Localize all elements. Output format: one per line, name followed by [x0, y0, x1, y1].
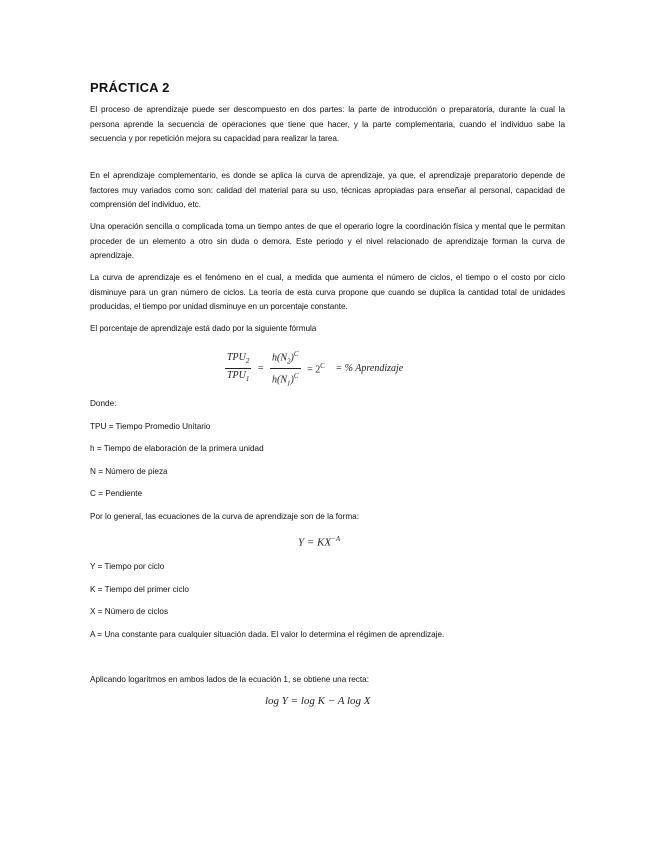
- paragraph-formula-intro: El porcentaje de aprendizaje está dado por la siguiente fórmula: [90, 324, 317, 333]
- definition-a: A = Una constante para cualquier situación dada. El valor lo determina el régimen de aprendizaje.: [90, 630, 445, 639]
- definition-h: h = Tiempo de elaboración de la primera unidad: [90, 444, 264, 453]
- paragraph-curva: La curva de aprendizaje es el fenómeno en el cual, a medida que aumenta el número de ciclos, el tiempo o el costo por ciclo disminuye para un gran número de ciclos. La teoría de esta curva propone que cuando se duplica la cantidad total de unidades producidas, el tiempo por unidad disminuye en un porcentaje constante.: [90, 273, 565, 311]
- page-title: PRÁCTICA 2: [90, 80, 170, 95]
- paragraph-operacion: Una operación sencilla o complicada toma un tiempo antes de que el operario logre la coordinación física y mental que le permitan proceder de un elemento a otro sin duda o demora. Este periodo y el nivel relacionado de aprendizaje forman la curva de aprendizaje.: [90, 222, 565, 260]
- paragraph-complementario: En el aprendizaje complementario, es donde se aplica la curva de aprendizaje, ya que, el aprendizaje preparatorio depende de factores muy variados como son: calidad del material para su uso, técnicas apropiadas para enseñar al personal, capacidad de comprensión del individuo, etc.: [90, 171, 565, 209]
- paragraph-intro: El proceso de aprendizaje puede ser descompuesto en dos partes: la parte de introducción o preparatoria, durante la cual la persona aprende la secuencia de operaciones que tiene que hacer, y la parte complementaria, cuando el individuo sabe la secuencia y por repetición mejora su capacidad para realizar la tarea.: [90, 105, 565, 143]
- paragraph-forma-general: Por lo general, las ecuaciones de la curva de aprendizaje son de la forma:: [90, 512, 359, 521]
- log-equation: log Y = log K − A log X: [265, 695, 371, 707]
- learning-percentage-formula: $\frac{TPU_2}{TPU_1}$ = $\frac{h(N_2)^C}{h(N_1)^C}$ = $2^C$ = % Aprendizaje: [225, 347, 407, 391]
- paragraph-logaritmos: Aplicando logaritmos en ambos lados de la ecuación 1, se obtiene una recta:: [90, 675, 370, 684]
- h-ratio: $\frac{h(N_2)^C}{h(N_1)^C}$: [270, 347, 301, 391]
- definition-k: K = Tiempo del primer ciclo: [90, 585, 189, 594]
- donde-label: Donde:: [90, 399, 117, 408]
- definition-x: X = Número de ciclos: [90, 607, 169, 616]
- definition-y: Y = Tiempo por ciclo: [90, 562, 165, 571]
- learning-curve-equation: $Y = KX^{-A}$: [298, 535, 341, 549]
- tpu-ratio: $\frac{TPU_2}{TPU_1}$: [227, 352, 250, 384]
- definition-tpu: TPU = Tiempo Promedio Unitario: [90, 422, 211, 431]
- definition-c: C = Pendiente: [90, 489, 143, 498]
- definition-n: N = Número de pieza: [90, 467, 168, 476]
